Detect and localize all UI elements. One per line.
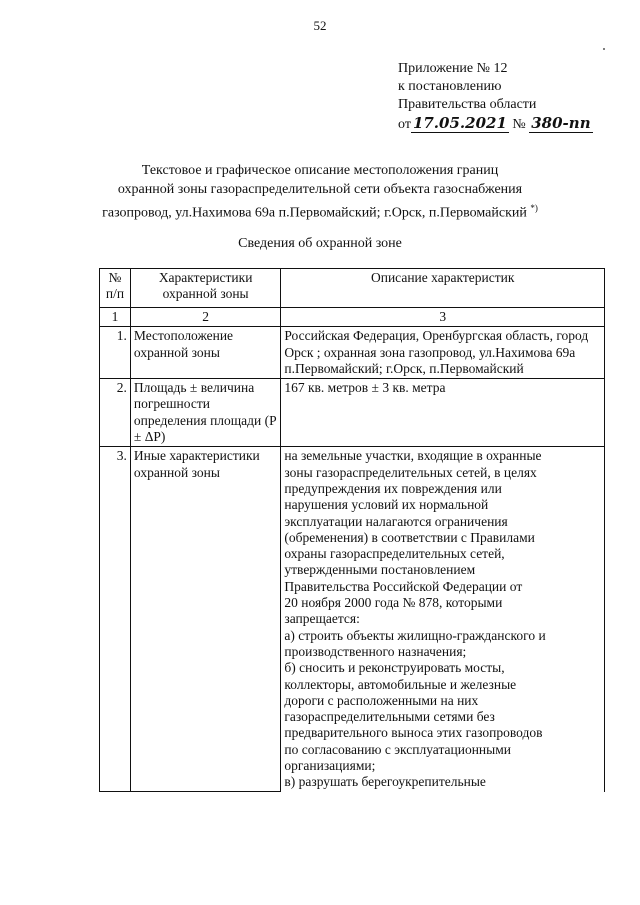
table-row <box>100 447 605 792</box>
description-line: предупреждения их повреждения или <box>284 480 502 496</box>
row-characteristic: Площадь ± величина погрешности определения площади (P ± ΔP) <box>130 379 280 447</box>
header-cell-characteristic: Характеристики охранной зоны <box>130 269 280 308</box>
description-line: эксплуатации налагаются ограничения <box>284 513 508 529</box>
date-prefix: от <box>398 117 411 132</box>
row-description <box>281 447 605 792</box>
table-header-row <box>100 269 605 308</box>
description-line: (обременения) в соответствии с Правилами <box>284 529 535 545</box>
description-line: на земельные участки, входящие в охранные <box>284 448 542 464</box>
description-line: нарушения условий их нормальной <box>284 497 489 513</box>
description-line: а) строить объекты жилищно-гражданского и <box>284 627 546 643</box>
row-description: Российская Федерация, Оренбургская область, город Орск ; охранная зона газопровод, ул.Нахимова 69а п.Первомайский; г.Орск, п.Первомайский <box>281 327 605 379</box>
zone-info-table <box>99 268 605 792</box>
handwritten-number: 380-пп <box>531 114 591 132</box>
footnote-mark: *) <box>530 203 538 213</box>
table-row <box>100 327 605 379</box>
description-line: Правительства Российской Федерации от <box>284 578 523 594</box>
description-line: по согласованию с эксплуатационными <box>284 741 511 757</box>
description-line: б) сносить и реконструировать мосты, <box>284 660 505 676</box>
description-line: утвержденными постановлением <box>284 562 476 578</box>
description-line: коллекторы, автомобильные и железные <box>284 676 517 692</box>
column-number: 3 <box>281 308 605 327</box>
row-number: 3. <box>100 447 131 792</box>
row-number: 1. <box>100 327 131 379</box>
row-number: 2. <box>100 379 131 447</box>
column-number: 2 <box>130 308 280 327</box>
number-prefix: № <box>512 117 526 132</box>
column-number: 1 <box>100 308 131 327</box>
section-heading: Сведения об охранной зоне <box>238 236 402 251</box>
appendix-line-3: Правительства области <box>398 97 537 112</box>
speck <box>603 48 605 50</box>
title-line-3: газопровод, ул.Нахимова 69а п.Первомайский; г.Орск, п.Первомайский <box>102 205 527 221</box>
page-number: 52 <box>313 18 327 33</box>
table-row <box>100 379 605 447</box>
document-title <box>60 161 580 223</box>
header-cell-number: № п/п <box>100 269 131 308</box>
description-line: охраны газораспределительных сетей, <box>284 546 505 562</box>
appendix-header <box>398 60 593 134</box>
description-line: организациями; <box>284 758 376 774</box>
appendix-line-2: к постановлению <box>398 79 502 94</box>
description-line: зоны газораспределительных сетей, в целях <box>284 464 537 480</box>
description-line: 20 ноября 2000 года № 878, которыми <box>284 595 503 611</box>
row-characteristic: Иные характеристики охранной зоны <box>130 447 280 792</box>
title-line-2: охранной зоны газораспределительной сети объекта газоснабжения <box>117 182 523 197</box>
header-cell-description: Описание характеристик <box>281 269 605 308</box>
description-line: дороги с расположенными на них <box>284 692 479 708</box>
appendix-date-line <box>398 114 593 134</box>
description-line: в) разрушать берегоукрепительные <box>284 774 486 790</box>
title-line-3-wrap <box>60 199 580 223</box>
title-line-1: Текстовое и графическое описание местоположения границ <box>141 163 499 178</box>
handwritten-date: 17.05.2021 <box>412 114 507 132</box>
row-characteristic: Местоположение охранной зоны <box>130 327 280 379</box>
row-description: 167 кв. метров ± 3 кв. метра <box>281 379 605 447</box>
description-line: производственного назначения; <box>284 643 467 659</box>
description-line: запрещается: <box>284 611 360 627</box>
description-line: предварительного выноса этих газопроводов <box>284 725 543 741</box>
column-number-row <box>100 308 605 327</box>
description-line: газораспределительными сетями без <box>284 709 495 725</box>
appendix-line-1: Приложение № 12 <box>398 61 508 76</box>
